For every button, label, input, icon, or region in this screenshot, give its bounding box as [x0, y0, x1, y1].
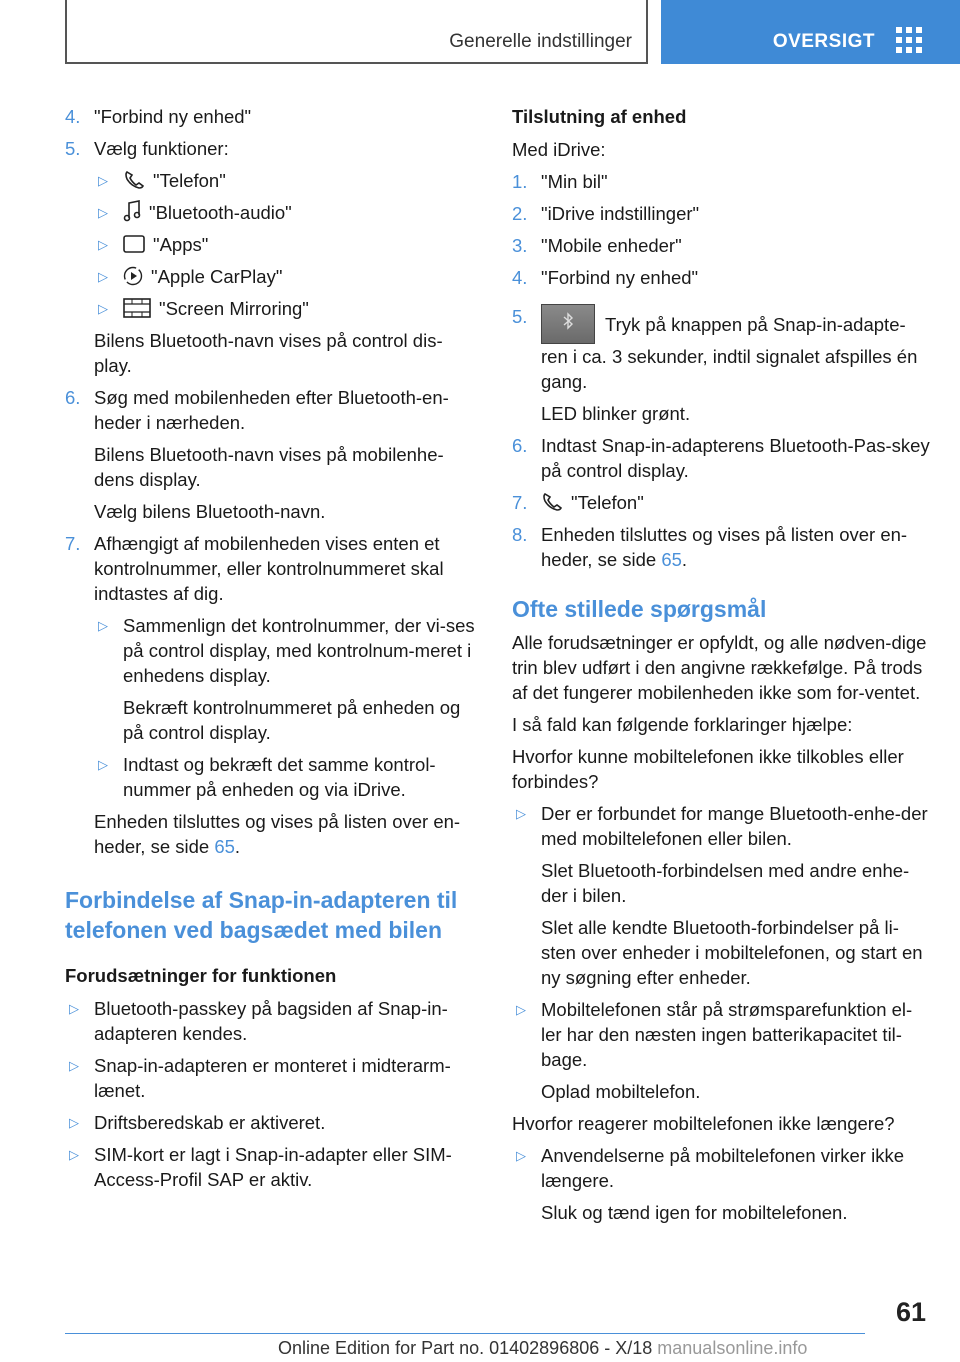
right-column: [512, 104, 930, 1232]
bullet-text: Indtast og bekræft det samme kontrol-nummer på enheden og via iDrive.: [123, 754, 436, 800]
step-item: [512, 433, 930, 483]
step-text: "iDrive indstillinger": [541, 203, 700, 224]
bullet-note: Sluk og tænd igen for mobiltelefonen.: [541, 1202, 848, 1223]
step-number: 8.: [512, 524, 528, 545]
step-item: [65, 531, 480, 606]
step-item: [512, 522, 930, 572]
step-number: 7.: [512, 492, 528, 513]
play-circle-icon: [123, 266, 143, 286]
function-label: "Apps": [153, 234, 209, 255]
page-link[interactable]: 65: [661, 549, 682, 570]
sub-heading: Forudsætninger for funktionen: [65, 965, 337, 986]
step-text: "Mobile enheder": [541, 235, 682, 256]
prereq-item: [65, 1142, 480, 1192]
faq-answer-item: [512, 997, 930, 1072]
step-item: [512, 169, 930, 194]
faq-question: Hvorfor reagerer mobiltelefonen ikke længere?: [512, 1113, 895, 1134]
header-section-box: [65, 0, 648, 64]
step-note: [65, 809, 480, 859]
bullet-triangle-icon: ▷: [98, 237, 108, 252]
faq-intro: I så fald kan følgende forklaringer hjælpe:: [512, 714, 853, 735]
step-text: "Forbind ny enhed": [94, 106, 252, 127]
function-item: [65, 296, 480, 321]
step-item: [65, 136, 480, 161]
footer-divider: [65, 1333, 865, 1334]
bullet-triangle-icon: ▷: [98, 269, 108, 284]
step-item: [512, 490, 930, 515]
step-number: 1.: [512, 171, 528, 192]
bullet-note: Oplad mobiltelefon.: [541, 1081, 701, 1102]
bullet-note: Bekræft kontrolnummeret på enheden og på control display.: [123, 697, 461, 743]
step-item: [512, 201, 930, 226]
bullet-triangle-icon: ▷: [98, 205, 108, 220]
step-note: Vælg bilens Bluetooth-navn.: [94, 501, 326, 522]
bullet-text: Mobiltelefonen står på strømsparefunktion el-ler har den næsten ingen batterikapacitet til-bage.: [541, 999, 913, 1070]
step-item: [512, 233, 930, 258]
step-number: 5.: [65, 138, 81, 159]
bullet-text: Sammenlign det kontrolnummer, der vi-ses på control display, med kontrolnum-meret i enhedens display.: [123, 615, 475, 686]
step-item: [65, 385, 480, 435]
function-label: "Screen Mirroring": [159, 298, 309, 319]
step-text: "Telefon": [571, 492, 644, 513]
screen-mirroring-icon: [123, 298, 151, 318]
step-item: [512, 265, 930, 290]
step-number: 3.: [512, 235, 528, 256]
bullet-triangle-icon: ▷: [69, 1147, 79, 1162]
step-number: 7.: [65, 533, 81, 554]
step-item: [65, 104, 480, 129]
bullet-text: Driftsberedskab er aktiveret.: [94, 1112, 326, 1133]
step-number: 4.: [512, 267, 528, 288]
note-text: .: [234, 836, 241, 857]
function-item: [65, 200, 480, 225]
page-number: 61: [895, 1297, 926, 1327]
step-number: 4.: [65, 106, 81, 127]
section-title: Generelle indstillinger: [449, 31, 632, 52]
step-note: Bilens Bluetooth-navn vises på mobilenhe-dens display.: [94, 444, 444, 490]
bullet-triangle-icon: ▷: [69, 1058, 79, 1073]
bullet-item: [65, 613, 480, 688]
apps-icon: [123, 234, 145, 254]
sub-heading: Tilslutning af enhed: [512, 106, 687, 127]
intro-text: Med iDrive:: [512, 139, 606, 160]
overview-button[interactable]: [661, 0, 960, 64]
function-label: "Telefon": [153, 170, 226, 191]
faq-question: Hvorfor kunne mobiltelefonen ikke tilkobles eller forbindes?: [512, 746, 904, 792]
function-label: "Apple CarPlay": [151, 266, 283, 287]
function-item: [65, 232, 480, 257]
step-note: Bilens Bluetooth-navn vises på control dis-play.: [94, 330, 443, 376]
bullet-triangle-icon: ▷: [516, 1002, 526, 1017]
note-text: Enheden tilsluttes og vises på listen over en-heder, se side: [94, 811, 461, 857]
prereq-item: [65, 996, 480, 1046]
prereq-item: [65, 1110, 480, 1135]
overview-label: OVERSIGT: [772, 31, 875, 52]
step-note: LED blinker grønt.: [541, 403, 691, 424]
step-text: Enheden tilsluttes og vises på listen over en-heder, se side: [541, 524, 908, 570]
faq-answer-item: [512, 1143, 930, 1193]
function-item: [65, 264, 480, 289]
bullet-triangle-icon: ▷: [516, 806, 526, 821]
phone-icon: [541, 492, 563, 512]
music-note-icon: [123, 200, 141, 222]
bullet-triangle-icon: ▷: [98, 757, 108, 772]
section-heading: Forbindelse af Snap-in-adapteren til telefonen ved bagsædet med bilen: [65, 887, 458, 943]
step-text: .: [681, 549, 688, 570]
step-text: Tryk på knappen på Snap-in-adapte-ren i ca. 3 sekunder, indtil signalet afspilles én gang.: [541, 314, 918, 392]
watermark-text: manualsonline.info: [657, 1338, 808, 1358]
step-text: Indtast Snap-in-adapterens Bluetooth-Pas-skey på control display.: [541, 435, 930, 481]
bullet-triangle-icon: ▷: [516, 1148, 526, 1163]
step-text: Afhængigt af mobilenheden vises enten et kontrolnummer, eller kontrolnummeret skal indtastes af dig.: [94, 533, 444, 604]
phone-icon: [123, 170, 145, 190]
step-item: [512, 304, 930, 394]
step-number: 6.: [65, 387, 81, 408]
function-label: "Bluetooth-audio": [149, 202, 292, 223]
bullet-note: Slet Bluetooth-forbindelsen med andre enhe-der i bilen.: [541, 860, 910, 906]
bullet-text: SIM-kort er lagt i Snap-in-adapter eller SIM-Access-Profil SAP er aktiv.: [94, 1144, 452, 1190]
bullet-text: Bluetooth-passkey på bagsiden af Snap-in-adapteren kendes.: [94, 998, 448, 1044]
prereq-item: [65, 1053, 480, 1103]
bullet-note: Slet alle kendte Bluetooth-forbindelser på li-sten over enheder i mobiltelefonen, og start en ny søgning efter enheder.: [541, 917, 923, 988]
page-link[interactable]: 65: [214, 836, 235, 857]
bullet-text: Der er forbundet for mange Bluetooth-enhe-der med mobiltelefonen eller bilen.: [541, 803, 928, 849]
function-item: [65, 168, 480, 193]
bullet-triangle-icon: ▷: [69, 1115, 79, 1130]
grid-icon: [896, 27, 922, 53]
bullet-triangle-icon: ▷: [98, 173, 108, 188]
step-text: "Min bil": [541, 171, 608, 192]
step-text: "Forbind ny enhed": [541, 267, 699, 288]
step-number: 6.: [512, 435, 528, 456]
left-column: [65, 104, 480, 1199]
step-number: 2.: [512, 203, 528, 224]
bullet-triangle-icon: ▷: [98, 301, 108, 316]
bullet-text: Snap-in-adapteren er monteret i midterarm-lænet.: [94, 1055, 451, 1101]
faq-answer-item: [512, 801, 930, 851]
section-heading: Ofte stillede spørgsmål: [512, 596, 767, 622]
edition-text: Online Edition for Part no. 01402896806 - X/18: [278, 1338, 653, 1358]
faq-intro: Alle forudsætninger er opfyldt, og alle nødven-dige trin blev udført i den angivne rækkefølge. På trods af det fungerer mobilenheden ikke som for-ventet.: [512, 632, 927, 703]
bullet-triangle-icon: ▷: [69, 1001, 79, 1016]
step-text: Vælg funktioner:: [94, 138, 229, 159]
step-number: 5.: [512, 306, 528, 327]
step-text: Søg med mobilenheden efter Bluetooth-en-heder i nærheden.: [94, 387, 449, 433]
bullet-text: Anvendelserne på mobiltelefonen virker ikke længere.: [541, 1145, 905, 1191]
bullet-triangle-icon: ▷: [98, 618, 108, 633]
bluetooth-button-icon: [541, 304, 595, 344]
bullet-item: [65, 752, 480, 802]
footer-edition: [278, 1336, 807, 1361]
